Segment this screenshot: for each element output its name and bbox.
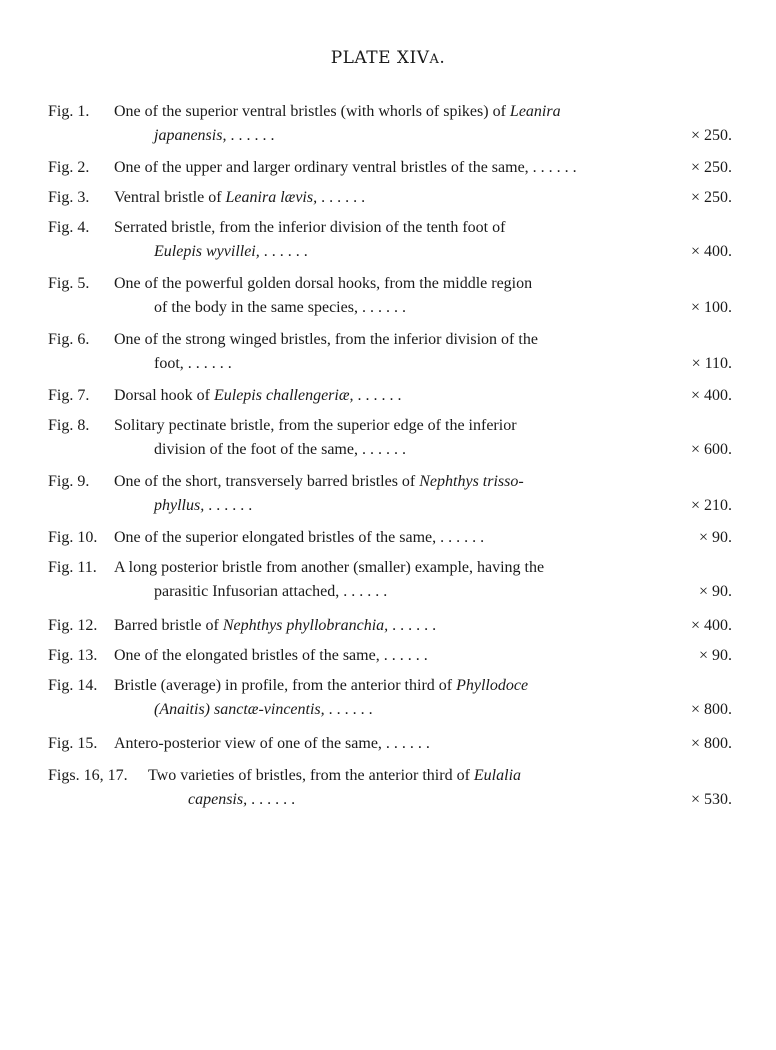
figure-entry (48, 470, 732, 518)
caption-text: One of the elongated bristles of the same, (114, 647, 380, 664)
magnification: × 90. (698, 647, 732, 664)
taxon-name: Leanira lævis, (225, 189, 318, 206)
taxon-name: capensis, (188, 791, 248, 808)
caption-text: parasitic Infusorian attached, (154, 583, 340, 600)
magnification: × 90. (698, 583, 732, 600)
figure-entry (48, 156, 732, 180)
leader-dots: . . . . . . (204, 497, 253, 514)
figure-entry (48, 216, 732, 264)
figure-caption (114, 186, 672, 210)
figure-entry (48, 644, 732, 668)
magnification: × 250. (690, 189, 732, 206)
caption-text: Serrated bristle, from the inferior division of the tenth foot of (114, 219, 506, 236)
taxon-name: japanensis, (154, 127, 227, 144)
figure-caption (114, 272, 672, 320)
figure-label: Fig. 8. (48, 417, 90, 434)
plate-title (0, 48, 776, 68)
magnification: × 800. (690, 701, 732, 718)
figure-entry (48, 272, 732, 320)
figure-label: Fig. 5. (48, 275, 90, 292)
caption-text: One of the superior ventral bristles (with whorls of spikes) of (114, 103, 510, 120)
figure-caption (114, 674, 672, 722)
caption-line (114, 674, 672, 698)
figure-entry (48, 100, 732, 148)
caption-line-continued (114, 296, 672, 320)
figure-caption (114, 328, 672, 376)
magnification: × 110. (691, 355, 732, 372)
leader-dots: . . . . . . (226, 127, 275, 144)
caption-line (114, 384, 672, 408)
figure-caption (114, 732, 672, 756)
figure-label: Fig. 14. (48, 677, 98, 694)
leader-dots: . . . . . . (353, 387, 402, 404)
figure-label: Fig. 1. (48, 103, 90, 120)
figure-caption (114, 644, 672, 668)
leader-dots: . . . . . . (357, 441, 406, 458)
caption-line (114, 556, 672, 580)
figure-label: Fig. 3. (48, 189, 90, 206)
figure-caption (114, 100, 672, 148)
plate-title-end: . (439, 48, 446, 68)
leader-dots: . . . . . . (379, 647, 428, 664)
figure-caption (114, 384, 672, 408)
magnification: × 90. (698, 529, 732, 546)
taxon-name: Phyllodoce (456, 677, 529, 694)
figure-entry (48, 328, 732, 376)
figure-entry (48, 414, 732, 462)
figure-entry (48, 384, 732, 408)
figure-label: Fig. 9. (48, 473, 90, 490)
magnification: × 400. (690, 243, 732, 260)
caption-line (114, 526, 672, 550)
magnification: × 600. (690, 441, 732, 458)
figure-label: Fig. 7. (48, 387, 90, 404)
taxon-name: Nephthys phyllobranchia, (222, 617, 389, 634)
caption-line (114, 328, 672, 352)
caption-line-continued (114, 124, 672, 148)
magnification: × 800. (690, 735, 732, 752)
figure-entry (48, 732, 732, 756)
magnification: × 210. (690, 497, 732, 514)
caption-text: A long posterior bristle from another (smaller) example, having the (114, 559, 545, 576)
figure-entry (48, 614, 732, 638)
caption-line (114, 186, 672, 210)
figure-label: Fig. 10. (48, 529, 98, 546)
leader-dots: . . . . . . (357, 299, 406, 316)
caption-text: Antero-posterior view of one of the same, (114, 735, 382, 752)
caption-text: Bristle (average) in profile, from the anterior third of (114, 677, 457, 694)
magnification: × 400. (690, 387, 732, 404)
figure-list (48, 100, 732, 812)
caption-line-continued (114, 580, 672, 604)
caption-line-continued (114, 240, 672, 264)
figure-label: Fig. 6. (48, 331, 90, 348)
caption-text: Solitary pectinate bristle, from the superior edge of the inferior (114, 417, 517, 434)
figure-caption (114, 614, 672, 638)
taxon-name: Eulepis challengeriæ, (213, 387, 354, 404)
leader-dots: . . . . . . (324, 701, 373, 718)
taxon-name: phyllus, (154, 497, 205, 514)
caption-line (114, 216, 672, 240)
magnification: × 400. (690, 617, 732, 634)
caption-line (114, 100, 672, 124)
caption-text: One of the upper and larger ordinary ventral bristles of the same, (114, 159, 529, 176)
figure-entry (48, 674, 732, 722)
caption-line (114, 272, 672, 296)
figure-caption (114, 556, 672, 604)
figure-entry (48, 526, 732, 550)
caption-text: foot, (154, 355, 184, 372)
figure-caption (114, 156, 672, 180)
taxon-name: (Anaitis) sanctæ-vincentis, (154, 701, 325, 718)
figure-entry (48, 556, 732, 604)
leader-dots: . . . . . . (339, 583, 388, 600)
figure-caption (114, 470, 672, 518)
leader-dots: . . . . . . (317, 189, 366, 206)
caption-text: One of the short, transversely barred bristles of (114, 473, 420, 490)
taxon-name: Eulepis wyvillei, (154, 243, 260, 260)
caption-text: division of the foot of the same, (154, 441, 358, 458)
caption-line (114, 732, 672, 756)
caption-line-continued (114, 438, 672, 462)
figure-caption (148, 764, 672, 812)
figure-label: Fig. 15. (48, 735, 98, 752)
caption-text: One of the powerful golden dorsal hooks, from the middle region (114, 275, 533, 292)
leader-dots: . . . . . . (259, 243, 308, 260)
leader-dots: . . . . . . (247, 791, 296, 808)
caption-line-continued (114, 352, 672, 376)
figure-entry (48, 764, 732, 812)
caption-text: Two varieties of bristles, from the anterior third of (148, 767, 474, 784)
figure-label: Fig. 4. (48, 219, 90, 236)
caption-text: of the body in the same species, (154, 299, 358, 316)
leader-dots: . . . . . . (528, 159, 577, 176)
figure-label: Fig. 11. (48, 559, 97, 576)
figure-label: Figs. 16, 17. (48, 767, 128, 784)
magnification: × 530. (690, 791, 732, 808)
leader-dots: . . . . . . (436, 529, 485, 546)
plate-title-main: PLATE XIV (330, 48, 430, 68)
taxon-name: Leanira (509, 103, 561, 120)
caption-line-continued (114, 698, 672, 722)
caption-text: Dorsal hook of (114, 387, 214, 404)
taxon-name: Eulalia (473, 767, 522, 784)
caption-line (114, 644, 672, 668)
caption-line (148, 764, 672, 788)
leader-dots: . . . . . . (183, 355, 232, 372)
caption-text: One of the strong winged bristles, from the inferior division of the (114, 331, 538, 348)
magnification: × 100. (690, 299, 732, 316)
caption-text: One of the superior elongated bristles of the same, (114, 529, 437, 546)
figure-label: Fig. 13. (48, 647, 98, 664)
magnification: × 250. (690, 159, 732, 176)
caption-text: Ventral bristle of (114, 189, 226, 206)
caption-line (114, 470, 672, 494)
magnification: × 250. (690, 127, 732, 144)
figure-entry (48, 186, 732, 210)
caption-line (114, 156, 672, 180)
figure-label: Fig. 2. (48, 159, 90, 176)
figure-caption (114, 526, 672, 550)
caption-line (114, 414, 672, 438)
taxon-name: Nephthys trisso- (419, 473, 524, 490)
figure-caption (114, 414, 672, 462)
caption-text: Barred bristle of (114, 617, 223, 634)
figure-caption (114, 216, 672, 264)
plate-title-suffix: A (429, 52, 440, 67)
figure-label: Fig. 12. (48, 617, 98, 634)
leader-dots: . . . . . . (388, 617, 437, 634)
caption-line (114, 614, 672, 638)
caption-line-continued (114, 494, 672, 518)
caption-line-continued (148, 788, 672, 812)
leader-dots: . . . . . . (381, 735, 430, 752)
